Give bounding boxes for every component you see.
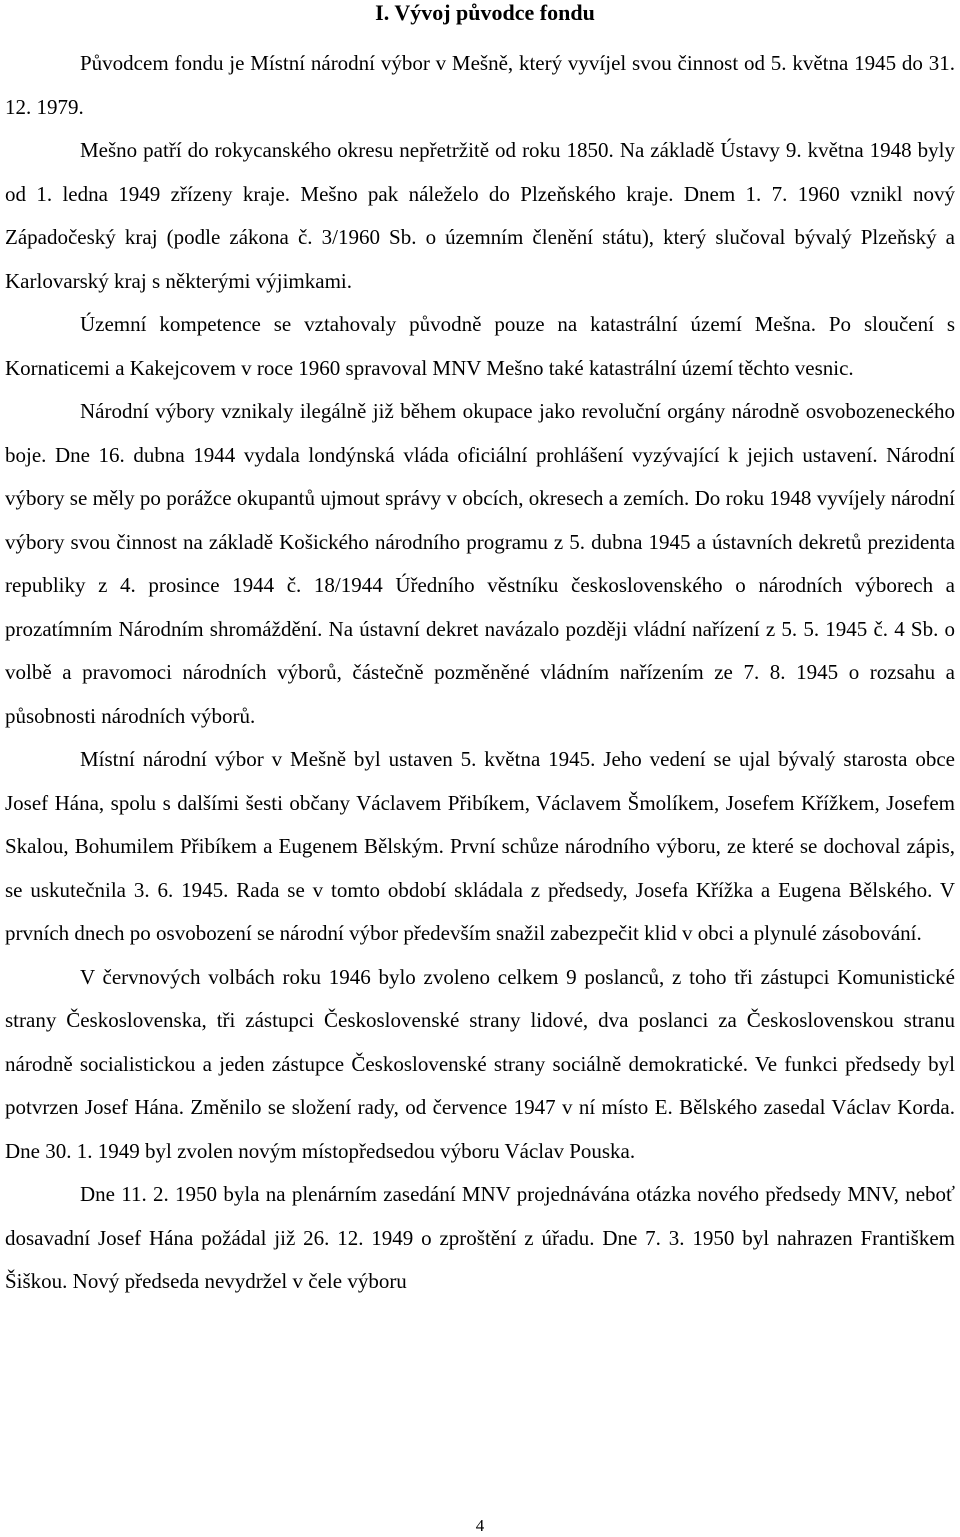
paragraph-origin: Původcem fondu je Místní národní výbor v Mešně, který vyvíjel svou činnost od 5. května 1945 do 31. 12. 1979. [5, 51, 955, 119]
paragraph-elections-1946: V červnových volbách roku 1946 bylo zvoleno celkem 9 poslanců, z toho tři zástupci Komunistické strany Československa, tři zástupci Československé strany lidové, dva poslanci za Československou stranu národně socialistickou a jeden zástupce Československé strany sociálně demokratické. Ve funkci předsedy byl potvrzen Josef Hána. Změnilo se složení rady, od července 1947 v ní místo E. Bělského zasedal Václav Korda. Dne 30. 1. 1949 byl zvolen novým místopředsedou výboru Václav Pouska. [5, 964, 955, 1163]
paragraph-national-committees: Národní výbory vznikaly ilegálně již během okupace jako revoluční orgány národně osvobozeneckého boje. Dne 16. dubna 1944 vydala londýnská vláda oficiální prohlášení vyzývající k jejich ustavení. Národní výbory se měly po porážce okupantů ujmout správy v obcích, okresech a zemích. Do roku 1948 vyvíjely národní výbory svou činnost na základě Košického národního programu z 5. dubna 1945 a ústavních dekretů prezidenta republiky z 4. prosince 1944 č. 18/1944 Úředního věstníku československého o národních výborech a prozatímním Národním shromáždění. Na ústavní dekret navázalo později vládní nařízení z 5. 5. 1945 č. 4 Sb. o volbě a pravomoci národních výborů, částečně pozměněné vládním nařízením ze 7. 8. 1945 o rozsahu a působnosti národních výborů. [5, 399, 955, 728]
paragraph-district-history: Mešno patří do rokycanského okresu nepřetržitě od roku 1850. Na základě Ústavy 9. května 1948 byly od 1. ledna 1949 zřízeny kraje. Mešno pak náleželo do Plzeňského kraje. Dnem 1. 7. 1960 vznikl nový Západočeský kraj (podle zákona č. 3/1960 Sb. o územním členění státu), který slučoval bývalý Plzeňský a Karlovarský kraj s některými výjimkami. [5, 138, 955, 293]
body-text [5, 42, 955, 1304]
paragraph-establishment: Místní národní výbor v Mešně byl ustaven 5. května 1945. Jeho vedení se ujal bývalý starosta obce Josef Hána, spolu s dalšími šesti občany Václavem Přibíkem, Václavem Šmolíkem, Josefem Křížkem, Josefem Skalou, Bohumilem Přibíkem a Eugenem Bělským. První schůze národního výboru, ze které se dochoval zápis, se uskutečnila 3. 6. 1945. Rada se v tomto období skládala z předsedy, Josefa Křížka a Eugena Bělského. V prvních dnech po osvobození se národní výbor především snažil zabezpečit klid v obci a plynulé zásobování. [5, 747, 955, 945]
page-number: 4 [475, 1516, 485, 1535]
paragraph-territorial-competence: Územní kompetence se vztahovaly původně pouze na katastrální území Mešna. Po sloučení s Kornaticemi a Kakejcovem v roce 1960 spravoval MNV Mešno také katastrální území těchto vesnic. [5, 312, 955, 380]
section-heading: I. Vývoj původce fondu [375, 0, 595, 25]
paragraph-new-chairman: Dne 11. 2. 1950 byla na plenárním zasedání MNV projednávána otázka nového předsedy MNV, neboť dosavadní Josef Hána požádal již 26. 12. 1949 o zproštění z úřadu. Dne 7. 3. 1950 byl nahrazen Františkem Šiškou. Nový předseda nevydržel v čele výboru [5, 1182, 955, 1293]
